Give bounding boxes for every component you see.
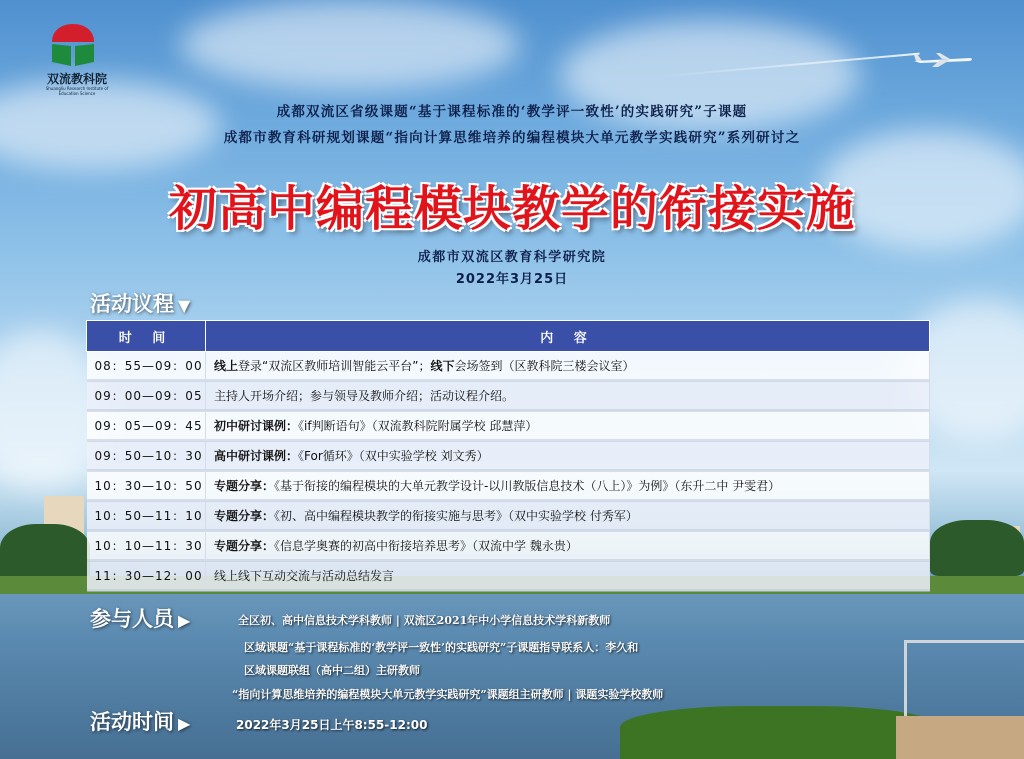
participants-line-2: 区域课题“基于课程标准的‘教学评一致性’的实践研究”子课题指导联系人：李久和: [244, 641, 639, 654]
row-text: 登录“双流区教师培训智能云平台”；: [238, 359, 431, 373]
participants-heading-label: 参与人员: [90, 606, 174, 631]
tree: [0, 524, 90, 584]
row-content: [206, 561, 930, 591]
logo-subtext: Shuangliu Research Institute of Education Science: [45, 86, 109, 96]
column-header-content: 内 容: [206, 321, 930, 352]
row-text: 线上线下互动交流与活动总结发言: [214, 569, 395, 583]
agenda-table: [86, 320, 930, 592]
railing: [904, 640, 1024, 723]
row-content: [206, 471, 930, 501]
activity-time-heading: [90, 706, 190, 736]
row-time: 11：30—12：00: [87, 561, 206, 591]
agenda-header-row: [87, 321, 930, 352]
row-time: 10：30—10：50: [87, 471, 206, 501]
triangle-right-icon: ▶: [178, 611, 191, 630]
row-content: [206, 441, 930, 471]
row-content: [206, 411, 930, 441]
boardwalk: [896, 716, 1024, 759]
row-text: 《初、高中编程模块教学的衔接实施与思考》（双中实验学校 付秀军）: [274, 509, 638, 523]
row-keyword: 线上: [214, 359, 239, 373]
row-text: 《信息学奥赛的初高中衔接培养思考》（双流中学 魏永贵）: [274, 539, 578, 553]
row-time: 08：55—09：00: [87, 352, 206, 381]
airplane-icon: [912, 52, 974, 68]
table-row: [87, 411, 930, 441]
event-date: 2022年3月25日: [455, 272, 569, 287]
triangle-right-icon: ▶: [178, 714, 191, 733]
logo-text: 双流教科院: [46, 72, 107, 86]
cloud: [180, 0, 520, 90]
row-content: [206, 381, 930, 411]
row-text: 《For循环》（双中实验学校 刘文秀）: [298, 449, 489, 463]
activity-time-value: 2022年3月25日上午8:55-12:00: [236, 718, 428, 732]
row-time: 10：50—11：10: [87, 501, 206, 531]
row-keyword: 专题分享：: [214, 509, 275, 523]
row-text-2: 会场签到（区教科院三楼会议室）: [454, 359, 635, 373]
table-row: [87, 561, 930, 591]
column-header-time: 时 间: [87, 321, 206, 352]
book-logo-icon: [48, 22, 98, 68]
row-time: 09：00—09：05: [87, 381, 206, 411]
table-row: [87, 501, 930, 531]
organizer: 成都市双流区教育科学研究院: [417, 250, 607, 265]
subtitle-line-1: 成都双流区省级课题“基于课程标准的‘教学评一致性’的实践研究”子课题: [276, 104, 748, 120]
row-time: 10：10—11：30: [87, 531, 206, 561]
grass-patch: [620, 706, 940, 759]
participants-line-3: 区域课题联组（高中二组）主研教师: [244, 664, 420, 677]
table-row: [87, 471, 930, 501]
logo: [36, 20, 118, 100]
row-content: [206, 352, 930, 381]
activity-time-heading-label: 活动时间: [90, 709, 174, 734]
row-text: 《if判断语句》（双流教科院附属学校 邱慧萍）: [298, 419, 538, 433]
row-time: 09：50—10：30: [87, 441, 206, 471]
agenda-heading: [90, 288, 190, 318]
triangle-down-icon: ▼: [178, 296, 191, 315]
row-keyword: 专题分享：: [214, 539, 275, 553]
participants-line-1: 全区初、高中信息技术学科教师 | 双流区2021年中小学信息技术学科新教师: [238, 614, 611, 627]
row-keyword: 专题分享：: [214, 479, 275, 493]
row-text: 《基于衔接的编程模块的大单元教学设计-以川教版信息技术（八上）》为例》（东升二中 尹雯君）: [274, 479, 781, 493]
row-time: 09：05—09：45: [87, 411, 206, 441]
subtitle-line-2: 成都市教育科研规划课题“指向计算思维培养的编程模块大单元教学实践研究”系列研讨之: [223, 130, 801, 146]
row-keyword: 初中研讨课例：: [214, 419, 299, 433]
row-keyword-2: 线下: [430, 359, 455, 373]
row-text: 主持人开场介绍；参与领导及教师介绍；活动议程介绍。: [214, 389, 515, 403]
participants-heading: [90, 603, 190, 633]
tree: [930, 520, 1024, 576]
agenda-heading-label: 活动议程: [90, 291, 174, 316]
row-content: [206, 531, 930, 561]
table-row: [87, 441, 930, 471]
row-content: [206, 501, 930, 531]
page-title: 初高中编程模块教学的衔接实施: [168, 181, 855, 237]
participants-line-4: “指向计算思维培养的编程模块大单元教学实践研究”课题组主研教师 | 课题实验学校教师: [232, 688, 664, 701]
table-row: [87, 531, 930, 561]
table-row: [87, 381, 930, 411]
row-keyword: 高中研讨课例：: [214, 449, 299, 463]
table-row: [87, 352, 930, 381]
